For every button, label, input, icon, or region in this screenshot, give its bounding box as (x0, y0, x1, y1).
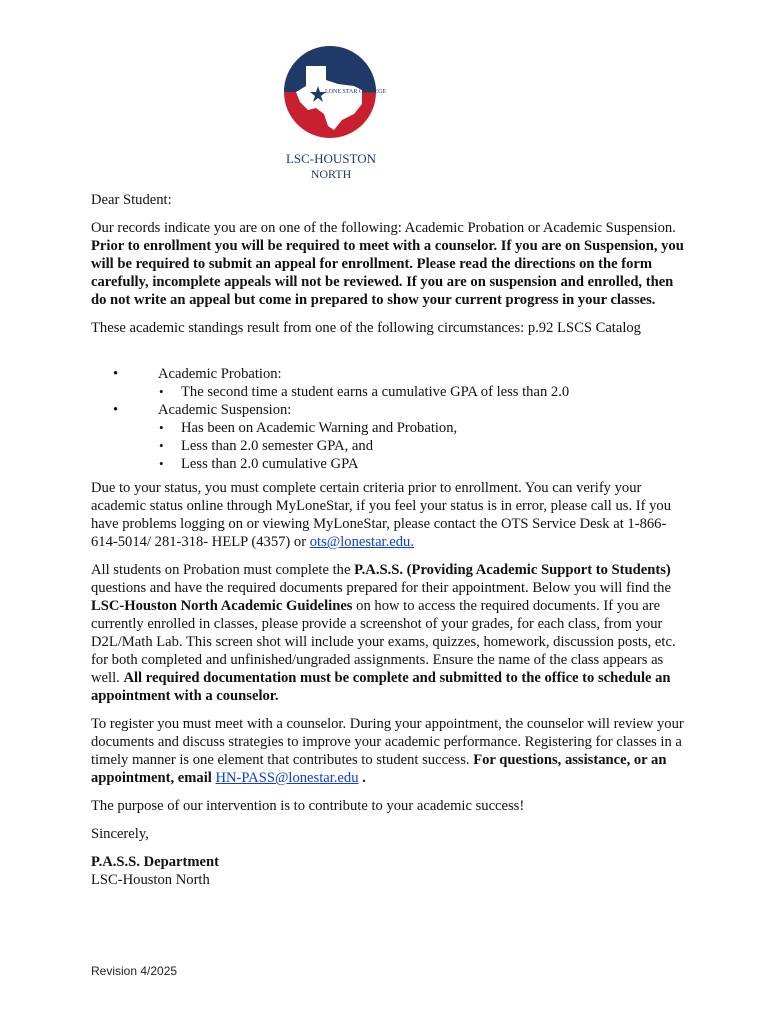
signature-department: P.A.S.S. Department (91, 854, 219, 870)
paragraph-standings-intro: These academic standings result from one of the following circumstances: p.92 LSCS Catalog (91, 320, 641, 336)
paragraph-status (91, 219, 691, 309)
paragraph-pass-requirements (91, 561, 691, 705)
greeting: Dear Student: (91, 192, 172, 208)
bullet-icon: • (159, 420, 164, 435)
verify-text: Due to your status, you must complete certain criteria prior to enrollment. You can verify your academic status online through MyLoneStar, if you feel your status is in error, please call us. If you have problems logging on or viewing MyLoneStar, please contact the OTS Service Desk at 1-866-614-5014/ 281-318- HELP (4357) or (91, 480, 671, 550)
criterion-text: Less than 2.0 semester GPA, and (181, 438, 373, 454)
bullet-icon: • (113, 366, 119, 382)
status-requirements: Prior to enrollment you will be required to meet with a counselor. If you are on Suspension, you will be required to submit an appeal for enrollment. Please read the directions on the form carefully, incomplete appeals will not be reviewed. If you are on suspension and enrolled, then do not write an appeal but come in prepared to show your current progress in your classes. (91, 238, 684, 308)
probation-criteria (158, 383, 691, 401)
bullet-icon: • (159, 438, 164, 453)
criterion-item (158, 419, 691, 437)
signature-campus: LSC-Houston North (91, 872, 210, 888)
bullet-icon: • (159, 456, 164, 471)
pass-text-1: All students on Probation must complete the (91, 562, 351, 578)
criterion-item (158, 437, 691, 455)
criterion-text: Less than 2.0 cumulative GPA (181, 456, 359, 472)
criterion-item (158, 455, 691, 473)
signature-block (91, 853, 691, 889)
guidelines-name: LSC-Houston North Academic Guidelines (91, 598, 353, 614)
pass-text-3: on how to access the required documents. If you are currently enrolled in classes, please provide a screenshot of your grades, for each class, from your D2L/Math Lab. This screen shot will include your exams, quizzes, homework, discussion posts, etc. for both completed and unfinished/ungraded assignments. Ensure the name of the class appears as well. (91, 598, 676, 686)
bullet-icon: • (113, 402, 119, 418)
pass-email-link[interactable]: HN-PASS@lonestar.edu (215, 770, 359, 786)
standing-suspension (91, 401, 691, 473)
standing-probation (91, 365, 691, 401)
letter-body (91, 191, 691, 889)
suspension-criteria (158, 419, 691, 473)
documentation-requirement: All required documentation must be complete and submitted to the office to schedule an appointment with a counselor. (91, 670, 671, 704)
revision-footer: Revision 4/2025 (91, 964, 178, 978)
register-text: To register you must meet with a counselor. During your appointment, the counselor will review your documents and discuss strategies to improve your academic performance. Registering for classes in a timely manner is one element that contributes to student success. (91, 716, 684, 768)
standing-label: Academic Suspension: (158, 402, 292, 418)
contact-instructions: For questions, assistance, or an appointment, email (91, 752, 667, 786)
standings-list (91, 365, 691, 473)
contact-end-period: . (362, 770, 366, 786)
criterion-item (158, 383, 691, 401)
standing-label: Academic Probation: (158, 366, 282, 382)
logo-line1: LSC-HOUSTON (285, 151, 377, 166)
bullet-icon: • (159, 384, 164, 399)
paragraph-verify-status (91, 479, 691, 551)
college-logo (270, 44, 392, 186)
criterion-text: Has been on Academic Warning and Probation, (181, 420, 458, 436)
paragraph-register (91, 715, 691, 787)
closing: Sincerely, (91, 826, 149, 842)
status-intro: Our records indicate you are on one of the following: Academic Probation or Academic Suspension. (91, 220, 676, 236)
criterion-text: The second time a student earns a cumulative GPA of less than 2.0 (181, 384, 570, 400)
logo-line2: NORTH (310, 167, 352, 181)
pass-program-name: P.A.S.S. (Providing Academic Support to Students) (354, 562, 671, 578)
logo-brand-text: LONE STAR COLLEGE (325, 89, 387, 95)
paragraph-purpose: The purpose of our intervention is to contribute to your academic success! (91, 798, 525, 814)
pass-text-2: questions and have the required documents prepared for their appointment. Below you will find the (91, 580, 671, 596)
ots-email-link[interactable]: ots@lonestar.edu. (309, 534, 414, 550)
